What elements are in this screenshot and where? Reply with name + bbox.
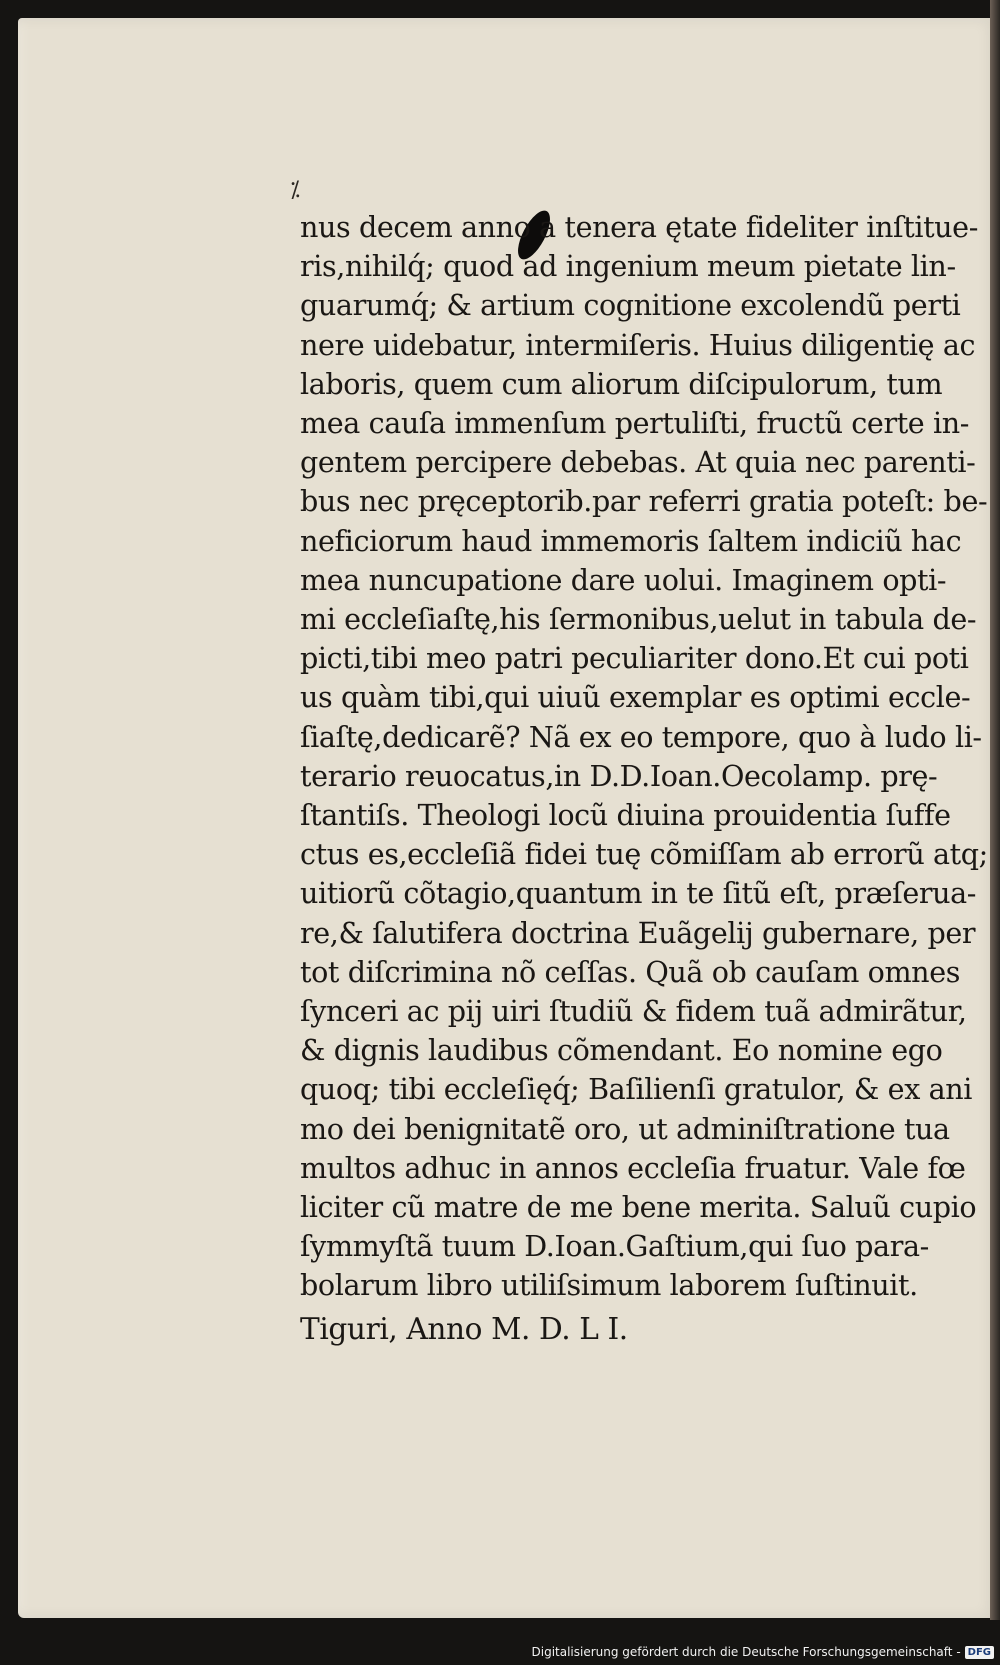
text-line: liciter cũ matre de me bene merita. Saluũ cupio (300, 1190, 977, 1225)
text-line: re,& ſalutifera doctrina Euãgelij gubernare, per (300, 915, 976, 950)
text-line: us quàm tibi,qui uiuũ exemplar es optimi eccle- (300, 680, 971, 715)
text-line: quoq; tibi eccleſięq́; Baſilienſi gratulor, & ex ani (300, 1072, 973, 1107)
text-line: multos adhuc in annos eccleſia fruatur. Vale fœ (300, 1150, 966, 1185)
text-line: uitiorũ cõtagio,quantum in te ſitũ eſt, præſerua- (300, 876, 977, 911)
text-line: ris,nihilq́; quod ad ingenium meum pietate lin- (300, 249, 956, 284)
text-line: neficiorum haud immemoris ſaltem indiciũ hac (300, 523, 962, 558)
text-line: mi eccleſiaſtę,his ſermonibus,uelut in tabula de- (300, 602, 977, 637)
text-line: ſymmyſtã tuum D.Ioan.Gaſtium,qui ſuo para- (300, 1229, 929, 1264)
dfg-logo: DFG (965, 1646, 994, 1659)
margin-mark: ⁒ (290, 178, 300, 203)
text-line: bolarum libro utiliſsimum laborem ſuſtinuit. (300, 1268, 918, 1303)
text-line: mo dei benignitatẽ oro, ut adminiſtratione tua (300, 1111, 950, 1146)
text-line: mea nuncupatione dare uolui. Imaginem opti- (300, 562, 947, 597)
digitization-credit (532, 1645, 995, 1659)
text-line: terario reuocatus,in D.D.Ioan.Oecolamp. prę- (300, 758, 938, 793)
text-line: ſiaſtę,dedicarẽ? Nã ex eo tempore, quo à ludo li- (300, 719, 982, 754)
text-line: bus nec pręceptorib.par referri gratia poteſt: be- (300, 484, 988, 519)
credit-text: Digitalisierung gefördert durch die Deutsche Forschungsgemeinschaft - (531, 1645, 961, 1659)
page-text (300, 208, 1000, 1349)
text-line: ſynceri ac pij uiri ſtudiũ & fidem tuã admirãtur, (300, 994, 967, 1029)
text-line: gentem percipere debebas. At quia nec parenti- (300, 445, 976, 480)
text-line: nere uidebatur, intermiſeris. Huius diligentię ac (300, 327, 976, 362)
text-line: nus decem anno a tenera ętate fideliter inſtitue- (300, 210, 978, 244)
date-line: Tiguri, Anno M. D. L I. (300, 1311, 628, 1347)
page-edge (990, 0, 1000, 1620)
text-line: picti,tibi meo patri peculiariter dono.Et cui poti (300, 641, 969, 676)
text-line: ſtantiſs. Theologi locũ diuina prouidentia ſuffe (300, 798, 951, 833)
text-line: & dignis laudibus cõmendant. Eo nomine ego (300, 1033, 943, 1068)
text-line: guarumq́; & artium cognitione excolendũ perti (300, 288, 961, 323)
text-line: ctus es,eccleſiã fidei tuę cõmiſſam ab errorũ atq; (300, 837, 988, 872)
text-line: laboris, quem cum aliorum diſcipulorum, tum (300, 366, 943, 401)
text-line: tot diſcrimina nõ ceſſas. Quã ob cauſam omnes (300, 954, 960, 989)
text-line: mea cauſa immenſum pertuliſti, fructũ certe in- (300, 406, 970, 441)
book-page (18, 18, 998, 1618)
